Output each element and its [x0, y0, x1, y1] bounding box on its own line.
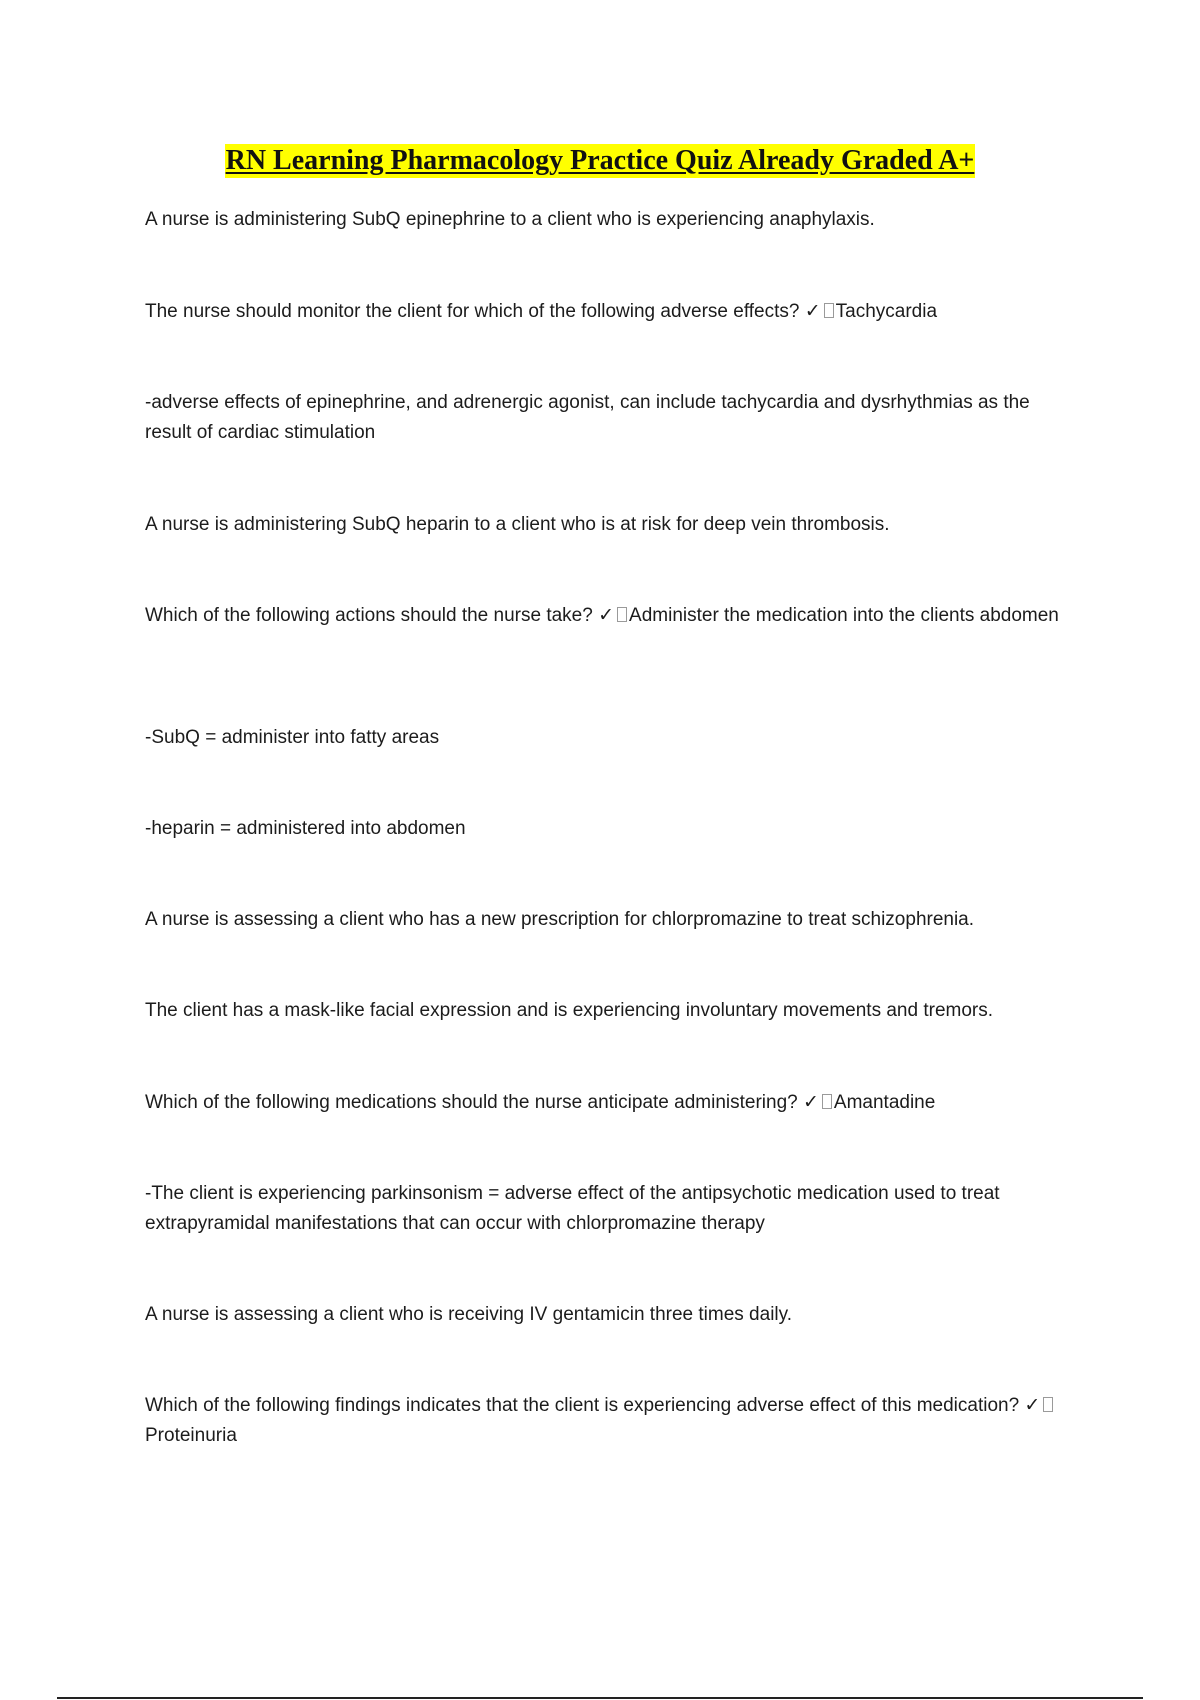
paragraph-q3-context: [145, 996, 1080, 1026]
paragraph-q3-rationale: [145, 1179, 1080, 1239]
checkmark-icon: ✓: [598, 605, 615, 626]
question-text: Which of the following findings indicates that the client is experiencing adverse effect of this medication?: [145, 1395, 1020, 1416]
document-title: RN Learning Pharmacology Practice Quiz Already Graded A+: [225, 145, 975, 176]
paragraph-text: A nurse is assessing a client who has a new prescription for chlorpromazine to treat schizophrenia.: [145, 909, 975, 930]
answer-text: Administer the medication into the clients abdomen: [629, 605, 1059, 626]
paragraph-q4-stem: [145, 1300, 1080, 1330]
paragraph-text: The client has a mask-like facial expression and is experiencing involuntary movements and tremors.: [145, 1000, 994, 1021]
paragraph-text: A nurse is assessing a client who is receiving IV gentamicin three times daily.: [145, 1304, 793, 1325]
footer-rule: [57, 1697, 1143, 1699]
answer-text: Amantadine: [833, 1092, 936, 1113]
box-icon: [617, 607, 627, 622]
paragraph-q2-question: [145, 601, 1080, 631]
paragraph-q1-question: [145, 297, 1080, 327]
rationale-text: -heparin = administered into abdomen: [145, 818, 466, 839]
paragraph-q1-rationale: [145, 388, 1080, 448]
answer-text: Proteinuria: [145, 1425, 237, 1446]
checkmark-icon: ✓: [804, 301, 821, 322]
question-text: The nurse should monitor the client for which of the following adverse effects?: [145, 301, 800, 322]
question-text: Which of the following actions should the nurse take?: [145, 605, 593, 626]
box-icon: [822, 1094, 832, 1109]
paragraph-q2-rationale-2: [145, 814, 1080, 844]
rationale-text: -The client is experiencing parkinsonism = adverse effect of the antipsychotic medication used to treat extrapyramidal manifestations that can occur with chlorpromazine therapy: [145, 1183, 1000, 1234]
rationale-text: -SubQ = administer into fatty areas: [145, 727, 440, 748]
question-text: Which of the following medications should the nurse anticipate administering?: [145, 1092, 798, 1113]
rationale-text: -adverse effects of epinephrine, and adrenergic agonist, can include tachycardia and dysrhythmias as the result of cardiac stimulation: [145, 392, 1030, 443]
paragraph-q3-stem: [145, 905, 1080, 935]
paragraph-q2-rationale-1: [145, 723, 1080, 753]
paragraph-q4-question: [145, 1391, 1080, 1451]
paragraph-q2-stem: [145, 510, 1080, 540]
checkmark-icon: ✓: [802, 1092, 819, 1113]
checkmark-icon: ✓: [1024, 1395, 1041, 1416]
paragraph-q1-stem: [145, 205, 1080, 235]
paragraph-text: A nurse is administering SubQ heparin to a client who is at risk for deep vein thrombosis.: [145, 514, 890, 535]
paragraph-q3-question: [145, 1088, 1080, 1118]
box-icon: [824, 303, 834, 318]
paragraph-text: A nurse is administering SubQ epinephrine to a client who is experiencing anaphylaxis.: [145, 209, 875, 230]
title-wrapper: [0, 144, 1200, 178]
answer-text: Tachycardia: [835, 301, 938, 322]
box-icon: [1043, 1397, 1053, 1412]
